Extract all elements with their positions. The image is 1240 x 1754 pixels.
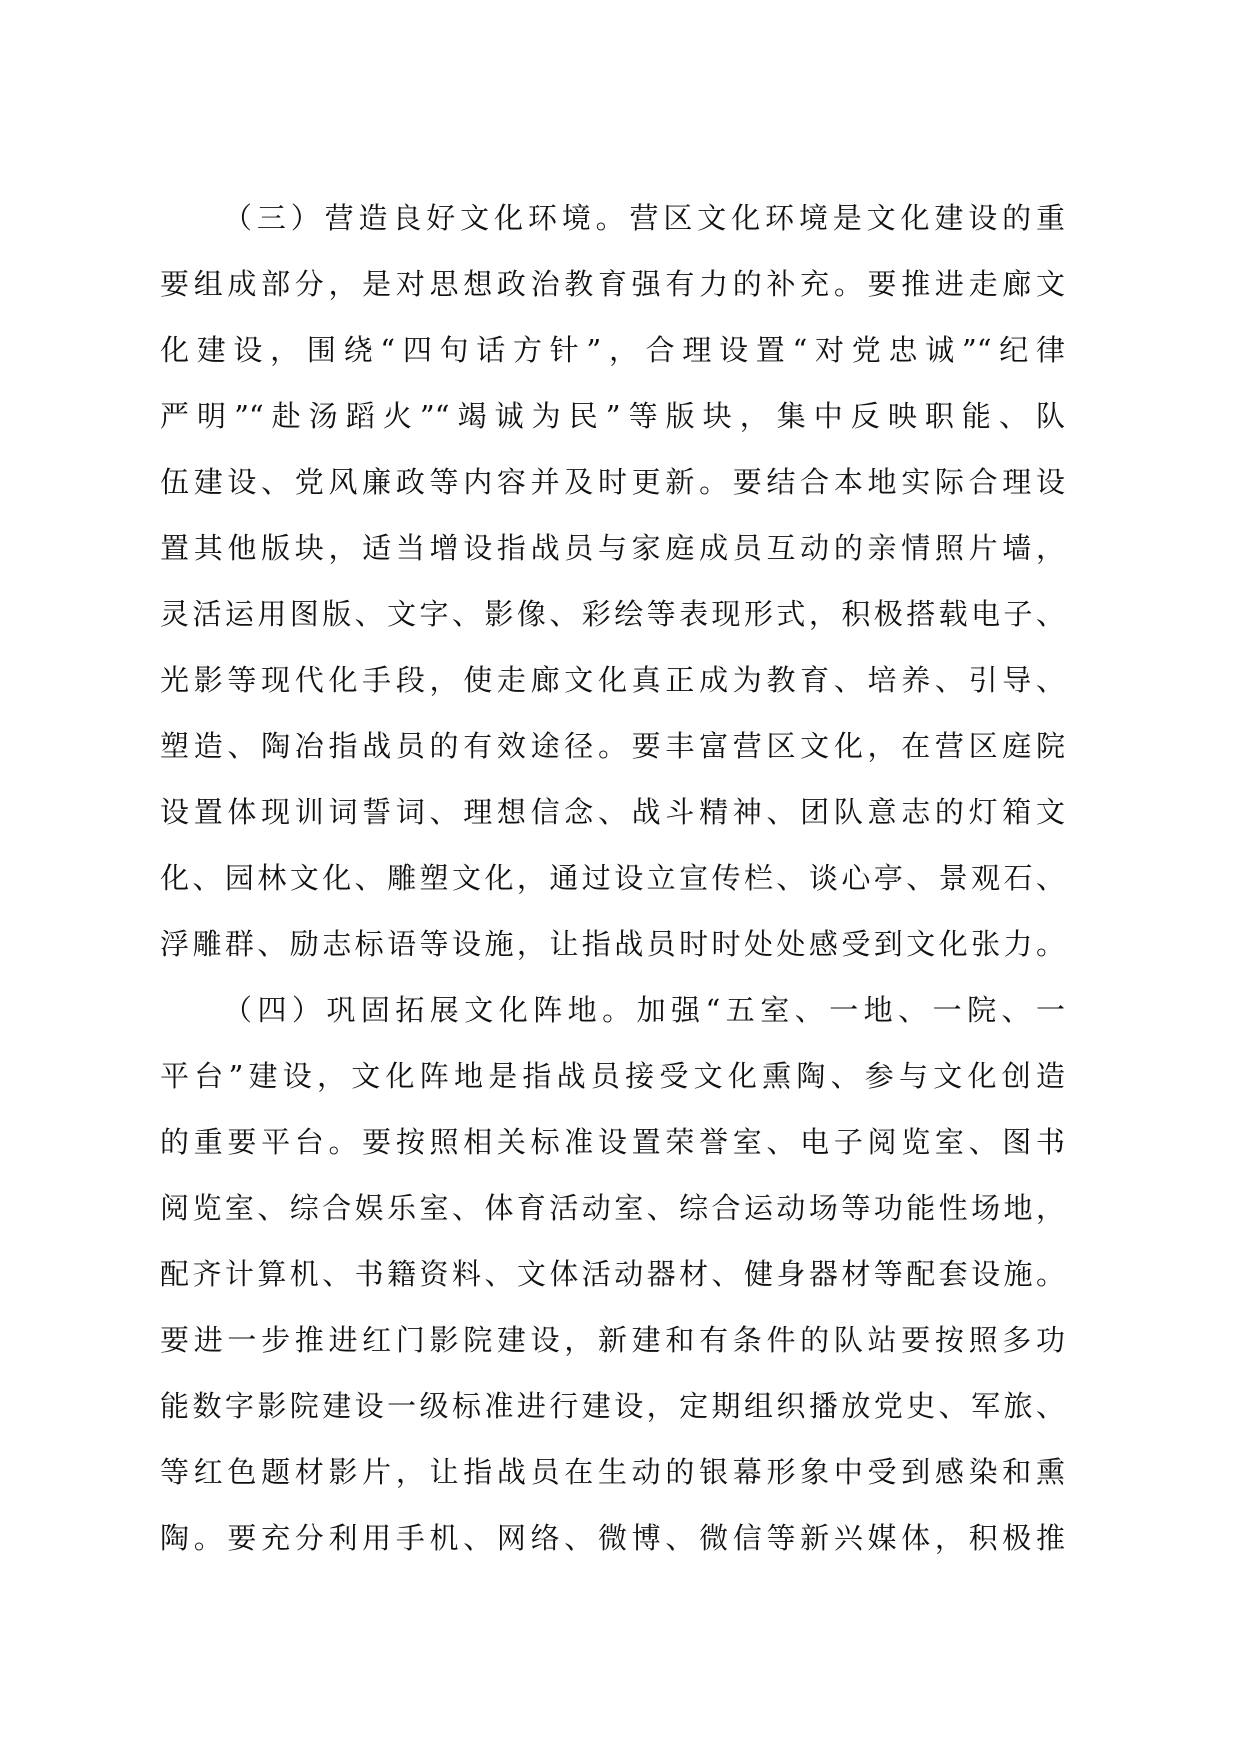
text-line: 伍建设、党风廉政等内容并及时更新。要结合本地实际合理设 — [160, 465, 1065, 499]
text-line: 平台”建设，文化阵地是指战员接受文化熏陶、参与文化创造 — [160, 1059, 1065, 1093]
text-line: 能数字影院建设一级标准进行建设，定期组织播放党史、军旅、 — [160, 1389, 1065, 1423]
text-line: 置其他版块，适当增设指战员与家庭成员互动的亲情照片墙， — [160, 531, 1065, 565]
text-line: （四）巩固拓展文化阵地。加强“五室、一地、一院、一 — [223, 993, 1065, 1027]
text-line: 要组成部分，是对思想政治教育强有力的补充。要推进走廊文 — [160, 267, 1065, 301]
text-line: 严明”“赴汤蹈火”“竭诚为民”等版块，集中反映职能、队 — [160, 399, 1065, 433]
text-line: 陶。要充分利用手机、网络、微博、微信等新兴媒体，积极推 — [160, 1521, 1065, 1555]
document-body — [160, 185, 1065, 1571]
text-line: 化建设，围绕“四句话方针”，合理设置“对党忠诚”“纪律 — [160, 333, 1065, 367]
text-line: 等红色题材影片，让指战员在生动的银幕形象中受到感染和熏 — [160, 1455, 1065, 1489]
text-line: 阅览室、综合娱乐室、体育活动室、综合运动场等功能性场地， — [160, 1191, 1065, 1225]
text-line: 灵活运用图版、文字、影像、彩绘等表现形式，积极搭载电子、 — [160, 597, 1065, 631]
text-line: （三）营造良好文化环境。营区文化环境是文化建设的重 — [223, 201, 1065, 235]
paragraph-section-4 — [160, 977, 1065, 1571]
text-line: 光影等现代化手段，使走廊文化真正成为教育、培养、引导、 — [160, 663, 1065, 697]
paragraph-section-3 — [160, 185, 1065, 977]
text-line: 塑造、陶冶指战员的有效途径。要丰富营区文化，在营区庭院 — [160, 729, 1065, 763]
text-line: 设置体现训词誓词、理想信念、战斗精神、团队意志的灯箱文 — [160, 795, 1065, 829]
text-line: 的重要平台。要按照相关标准设置荣誉室、电子阅览室、图书 — [160, 1125, 1065, 1159]
text-line: 要进一步推进红门影院建设，新建和有条件的队站要按照多功 — [160, 1323, 1065, 1357]
text-line: 配齐计算机、书籍资料、文体活动器材、健身器材等配套设施。 — [160, 1257, 1065, 1291]
text-line: 化、园林文化、雕塑文化，通过设立宣传栏、谈心亭、景观石、 — [160, 861, 1065, 895]
text-line: 浮雕群、励志标语等设施，让指战员时时处处感受到文化张力。 — [160, 927, 1065, 961]
